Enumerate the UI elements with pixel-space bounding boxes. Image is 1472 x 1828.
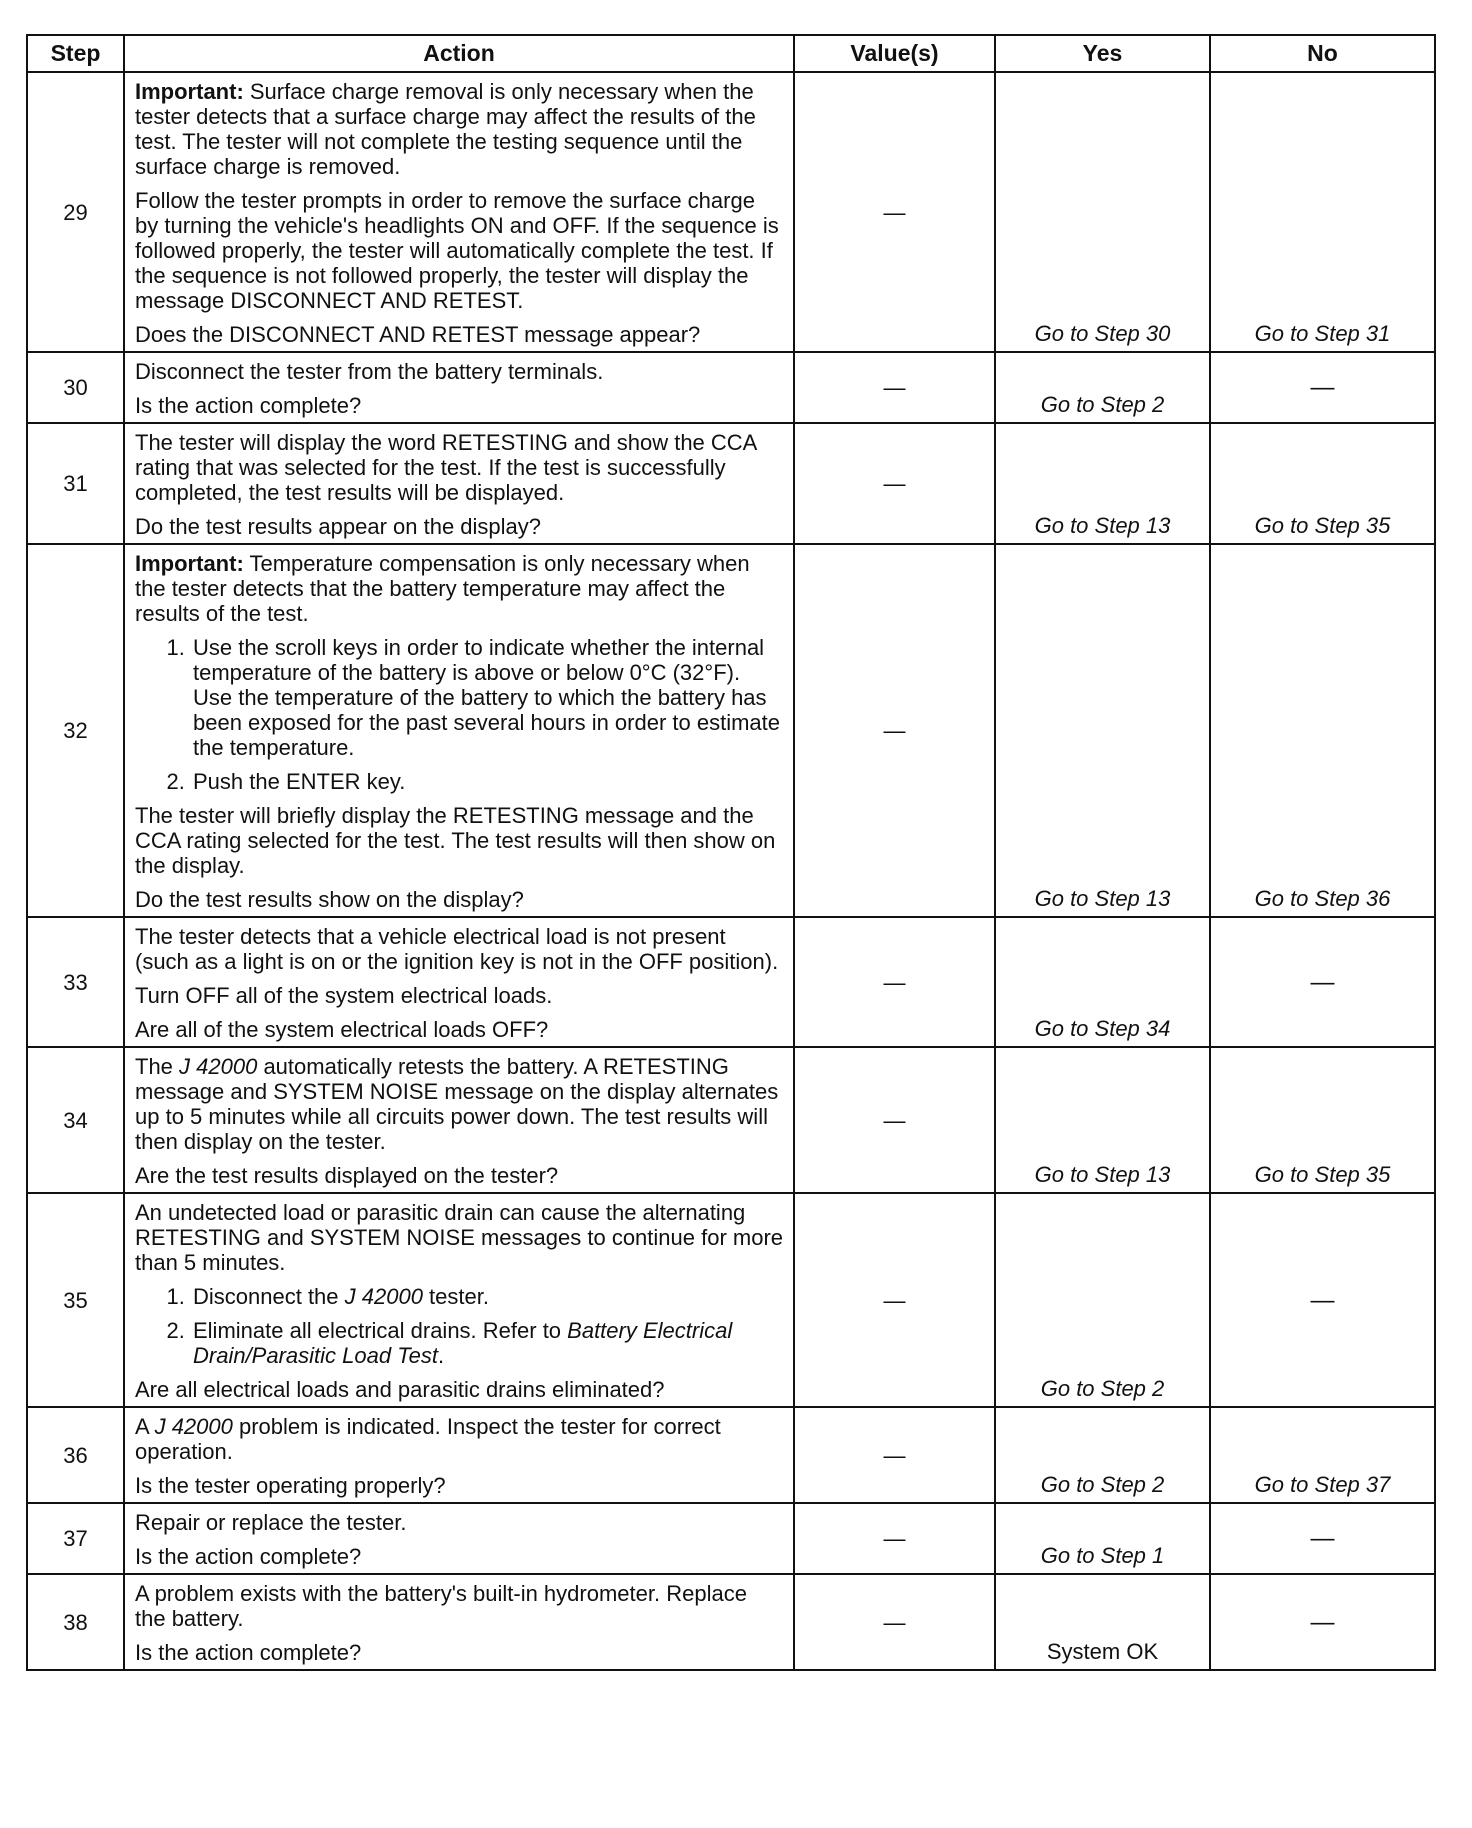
yes-result: Go to Step 2 (995, 1193, 1210, 1407)
numbered-list (135, 1284, 783, 1368)
action-paragraph (135, 1510, 783, 1535)
action-paragraph (135, 359, 783, 384)
action-header: Action (124, 35, 794, 72)
value-cell: — (794, 352, 995, 423)
table-row (27, 1193, 1435, 1407)
yes-result: Go to Step 13 (995, 544, 1210, 917)
yes-result: Go to Step 13 (995, 423, 1210, 544)
table-row (27, 423, 1435, 544)
italic-reference: Battery Electrical Drain/Parasitic Load Test (193, 1318, 733, 1368)
action-cell (124, 1503, 794, 1574)
action-paragraph (135, 430, 783, 505)
no-result: Go to Step 37 (1210, 1407, 1435, 1503)
text-run: The tester will display the word RETESTING and show the CCA rating that was selected for the test. If the test is successfully completed, the test results will be displayed. (135, 430, 757, 505)
step-number: 29 (27, 72, 124, 352)
value-cell: — (794, 1407, 995, 1503)
table-row (27, 1047, 1435, 1193)
action-paragraph (135, 1377, 783, 1402)
action-cell (124, 1193, 794, 1407)
list-item: 2. Push the ENTER key. (191, 769, 783, 794)
list-item: 1. Use the scroll keys in order to indicate whether the internal temperature of the battery is above or below 0°C (32°F). Use the temperature of the battery to which the battery has been exposed for the past several hours in order to estimate the temperature. (191, 635, 783, 760)
italic-reference: J 42000 (344, 1284, 423, 1309)
action-cell (124, 1574, 794, 1670)
no-result: — (1210, 1193, 1435, 1407)
text-run: Disconnect the (193, 1284, 345, 1309)
table-row (27, 352, 1435, 423)
table-row (27, 917, 1435, 1047)
no-result: — (1210, 352, 1435, 423)
yes-header: Yes (995, 35, 1210, 72)
text-run: A (135, 1414, 155, 1439)
values-header: Value(s) (794, 35, 995, 72)
step-number: 32 (27, 544, 124, 917)
text-run: problem is indicated. Inspect the tester for correct operation. (135, 1414, 721, 1464)
action-cell (124, 544, 794, 917)
text-run: Temperature compensation is only necessary when the tester detects that the battery temperature may affect the results of the test. (135, 551, 750, 626)
table-row (27, 544, 1435, 917)
action-paragraph (135, 983, 783, 1008)
text-run: tester. (422, 1284, 489, 1309)
text-run: Are all electrical loads and parasitic drains eliminated? (135, 1377, 665, 1402)
no-result: — (1210, 917, 1435, 1047)
text-run: Does the DISCONNECT AND RETEST message appear? (135, 322, 701, 347)
italic-reference: J 42000 (179, 1054, 258, 1079)
yes-result: Go to Step 2 (995, 1407, 1210, 1503)
step-number: 33 (27, 917, 124, 1047)
text-run: Turn OFF all of the system electrical loads. (135, 983, 553, 1008)
no-result: Go to Step 35 (1210, 1047, 1435, 1193)
diagnostic-table (26, 34, 1436, 1671)
header-row (27, 35, 1435, 72)
action-paragraph (135, 79, 783, 179)
action-paragraph (135, 887, 783, 912)
no-result: Go to Step 35 (1210, 423, 1435, 544)
action-paragraph (135, 1544, 783, 1569)
action-paragraph (135, 393, 783, 418)
action-paragraph (135, 551, 783, 626)
list-item (191, 1284, 783, 1309)
text-run: Do the test results show on the display? (135, 887, 524, 912)
value-cell: — (794, 72, 995, 352)
text-run: The (135, 1054, 180, 1079)
action-paragraph (135, 1640, 783, 1665)
italic-reference: J 42000 (154, 1414, 233, 1439)
no-result: Go to Step 31 (1210, 72, 1435, 352)
text-run: Is the action complete? (135, 1544, 362, 1569)
text-run: Is the action complete? (135, 393, 362, 418)
text-run: Do the test results appear on the display? (135, 514, 542, 539)
list-item (191, 1318, 783, 1368)
text-run: Eliminate all electrical drains. Refer to (193, 1318, 568, 1343)
yes-result: System OK (995, 1574, 1210, 1670)
table-row (27, 1574, 1435, 1670)
action-cell (124, 352, 794, 423)
value-cell: — (794, 1503, 995, 1574)
action-cell (124, 72, 794, 352)
step-number: 34 (27, 1047, 124, 1193)
step-number: 36 (27, 1407, 124, 1503)
action-paragraph (135, 924, 783, 974)
no-header: No (1210, 35, 1435, 72)
action-paragraph (135, 1581, 783, 1631)
numbered-list (135, 635, 783, 794)
no-result: — (1210, 1574, 1435, 1670)
action-paragraph (135, 1200, 783, 1275)
action-cell (124, 917, 794, 1047)
value-cell: — (794, 1047, 995, 1193)
step-number: 31 (27, 423, 124, 544)
important-label: Important: (135, 551, 244, 576)
action-cell (124, 423, 794, 544)
action-paragraph (135, 1414, 783, 1464)
step-number: 38 (27, 1574, 124, 1670)
important-label: Important: (135, 79, 244, 104)
no-result: Go to Step 36 (1210, 544, 1435, 917)
action-paragraph (135, 803, 783, 878)
text-run: automatically retests the battery. A RETESTING message and SYSTEM NOISE message on the display alternates up to 5 minutes while all circuits power down. The test results will then display on the tester. (135, 1054, 779, 1154)
value-cell: — (794, 1193, 995, 1407)
action-paragraph (135, 1017, 783, 1042)
text-run: Disconnect the tester from the battery terminals. (135, 359, 604, 384)
value-cell: — (794, 917, 995, 1047)
text-run: Follow the tester prompts in order to remove the surface charge by turning the vehicle's headlights ON and OFF. If the sequence is followed properly, the tester will automatically complete the test. If the sequence is not followed properly, the tester will display the message DISCONNECT AND RETEST. (135, 188, 779, 313)
yes-result: Go to Step 2 (995, 352, 1210, 423)
action-paragraph (135, 1054, 783, 1154)
text-run: The tester detects that a vehicle electrical load is not present (such as a light is on or the ignition key is not in the OFF position). (135, 924, 779, 974)
text-run: Repair or replace the tester. (135, 1510, 407, 1535)
step-number: 37 (27, 1503, 124, 1574)
step-number: 35 (27, 1193, 124, 1407)
action-paragraph (135, 1163, 783, 1188)
action-paragraph (135, 188, 783, 313)
text-run: Are the test results displayed on the tester? (135, 1163, 559, 1188)
action-paragraph (135, 322, 783, 347)
no-result: — (1210, 1503, 1435, 1574)
text-run: Are all of the system electrical loads OFF? (135, 1017, 549, 1042)
table-row (27, 1407, 1435, 1503)
text-run: The tester will briefly display the RETESTING message and the CCA rating selected for the test. The test results will then show on the display. (135, 803, 776, 878)
action-cell (124, 1047, 794, 1193)
yes-result: Go to Step 13 (995, 1047, 1210, 1193)
table-row (27, 72, 1435, 352)
yes-result: Go to Step 1 (995, 1503, 1210, 1574)
action-paragraph (135, 514, 783, 539)
text-run: A problem exists with the battery's built-in hydrometer. Replace the battery. (135, 1581, 747, 1631)
step-number: 30 (27, 352, 124, 423)
text-run: An undetected load or parasitic drain can cause the alternating RETESTING and SYSTEM NOISE messages to continue for more than 5 minutes. (135, 1200, 784, 1275)
table-row (27, 1503, 1435, 1574)
value-cell: — (794, 1574, 995, 1670)
action-paragraph (135, 1473, 783, 1498)
step-header: Step (27, 35, 124, 72)
yes-result: Go to Step 30 (995, 72, 1210, 352)
text-run: . (437, 1343, 445, 1368)
value-cell: — (794, 423, 995, 544)
text-run: Surface charge removal is only necessary when the tester detects that a surface charge may affect the results of the test. The tester will not complete the testing sequence until the surface charge is removed. (135, 79, 756, 179)
value-cell: — (794, 544, 995, 917)
yes-result: Go to Step 34 (995, 917, 1210, 1047)
text-run: Is the tester operating properly? (135, 1473, 446, 1498)
action-cell (124, 1407, 794, 1503)
text-run: Is the action complete? (135, 1640, 362, 1665)
